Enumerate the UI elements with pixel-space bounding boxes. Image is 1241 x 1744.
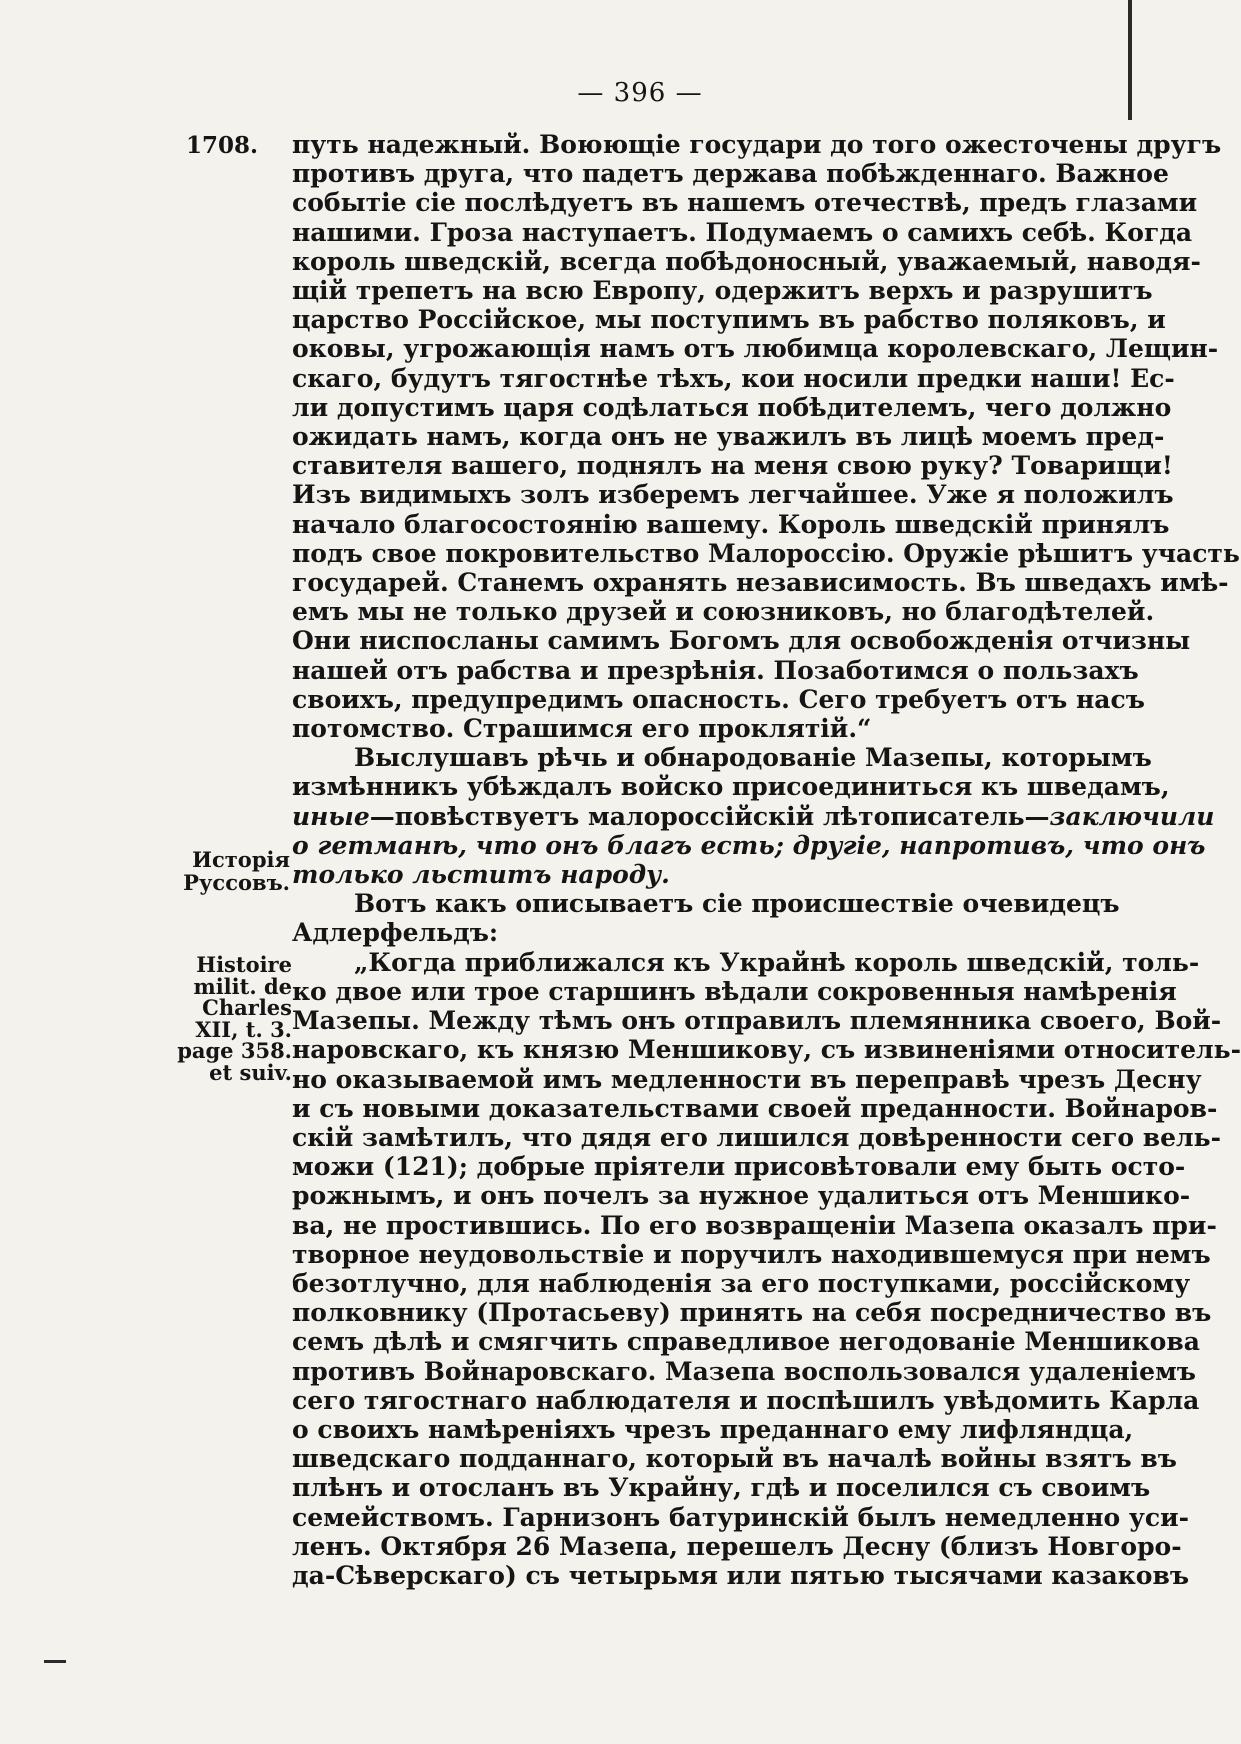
margin-note-line: XII, t. 3.: [195, 1016, 292, 1042]
text-line: путь надежный. Воюющіе государи до того ожесточены другъ: [292, 130, 1222, 159]
text-line: Вотъ какъ описываетъ сіе происшествіе очевидецъ: [354, 889, 1120, 919]
text-line: нашими. Гроза наступаетъ. Подумаемъ о самихъ себѣ. Когда: [292, 217, 1193, 247]
text-line: „Когда приближался къ Украйнѣ король шведскій, толь-: [354, 947, 1200, 977]
margin-note-line: page 358.: [177, 1038, 292, 1063]
italic-fragment: иные: [292, 801, 370, 831]
text-line: ли допустимъ царя содѣлаться побѣдителемъ, чего должно: [292, 392, 1172, 422]
text-line: о своихъ намѣреніяхъ чрезъ преданнаго ему лифляндца,: [292, 1414, 1134, 1444]
text-line: царство Россійское, мы поступимъ въ рабство поляковъ, и: [292, 305, 1166, 335]
text-line: емъ мы не только друзей и союзниковъ, но благодѣтелей.: [292, 597, 1155, 627]
text-line: и съ новыми доказательствами своей преданности. Войнаров-: [292, 1093, 1218, 1123]
text-line: ставителя вашего, поднялъ на меня свою руку? Товарищи!: [292, 451, 1173, 481]
text-line: король шведскій, всегда побѣдоносный, уважаемый, наводя-: [292, 246, 1201, 276]
text-line: событіе сіе послѣдуетъ въ нашемъ отечествѣ, предъ глазами: [292, 188, 1198, 218]
text-line: наровскаго, къ князю Меншикову, съ извиненіями относитель-: [292, 1035, 1241, 1065]
text-line: сего тягостнаго наблюдателя и поспѣшилъ увѣдомить Карла: [292, 1385, 1200, 1415]
text-line: творное неудовольствіе и поручилъ находившемуся при немъ: [292, 1239, 1211, 1269]
year-margin-note: 1708.: [186, 132, 259, 159]
text-fragment: —повѣствуетъ малороссійскій лѣтописатель—: [369, 801, 1050, 831]
text-line: Они ниспосланы самимъ Богомъ для освобожденія отчизны: [292, 626, 1191, 656]
page-number: — 396 —: [577, 78, 703, 108]
text-line: потомство. Страшимся его проклятій.“: [292, 714, 872, 744]
text-line: семействомъ. Гарнизонъ батуринскій былъ немедленно уси-: [292, 1502, 1190, 1532]
text-line: скаго, будутъ тягостнѣе тѣхъ, кои носили предки наши! Ес-: [292, 363, 1175, 393]
margin-note-line: Charles: [202, 995, 292, 1020]
text-line: но оказываемой имъ медленности въ переправѣ чрезъ Десну: [292, 1064, 1202, 1094]
text-line: Мазепы. Между тѣмъ онъ отправилъ племянника своего, Вой-: [292, 1006, 1222, 1036]
text-line: щій трепетъ на всю Европу, одержитъ верхъ и разрушитъ: [292, 276, 1153, 306]
margin-note-istoria-russov: [160, 848, 290, 894]
text-line: Адлерфельдъ:: [292, 918, 499, 948]
text-line: нашей отъ рабства и презрѣнія. Позаботимся о пользахъ: [292, 655, 1139, 685]
text-line: начало благосостоянію вашему. Король шведскій принялъ: [292, 509, 1170, 539]
margin-note-line: Histoire: [196, 952, 292, 977]
text-line: подъ свое покровительство Малороссію. Оружіе рѣшитъ участь: [292, 538, 1240, 568]
text-line: ко двое или трое старшинъ вѣдали сокровенныя намѣренія: [292, 976, 1177, 1006]
text-line: государей. Станемъ охранять независимость. Въ шведахъ имѣ-: [292, 568, 1229, 598]
text-line: скій замѣтилъ, что дядя его лишился довѣренности сего вель-: [292, 1122, 1222, 1152]
text-line: Выслушавъ рѣчь и обнародованіе Мазепы, которымъ: [354, 743, 1152, 773]
text-line: оковы, угрожающія намъ отъ любимца королевскаго, Лещин-: [292, 334, 1219, 364]
text-line: Изъ видимыхъ золъ изберемъ легчайшее. Уже я положилъ: [292, 480, 1174, 510]
margin-note-line: Руссовъ.: [183, 870, 290, 895]
text-line-italic: только льститъ народу.: [292, 860, 670, 890]
text-line: противъ друга, что падетъ держава побѣжденнаго. Важное: [292, 159, 1169, 189]
text-line: рожнымъ, и онъ почелъ за нужное удалиться отъ Меншико-: [292, 1181, 1191, 1211]
margin-note-line: et suiv.: [209, 1059, 292, 1085]
text-line: противъ Войнаровскаго. Мазепа воспользовался удаленіемъ: [292, 1356, 1196, 1386]
text-line: семъ дѣлѣ и смягчить справедливое негодованіе Меншикова: [292, 1327, 1200, 1357]
text-line: полковнику (Протасьеву) принять на себя посредничество въ: [292, 1298, 1212, 1328]
text-line: шведскаго подданнаго, который въ началѣ войны взятъ въ: [292, 1444, 1177, 1474]
scan-dash-mark: [44, 1660, 66, 1663]
text-line: можи (121); добрые пріятели присовѣтовали ему быть осто-: [292, 1152, 1186, 1182]
text-line: ленъ. Октября 26 Мазепа, перешелъ Десну (близъ Новгоро-: [292, 1531, 1182, 1561]
text-line-italic: о гетманѣ, что онъ благъ есть; другіе, напротивъ, что онъ: [292, 830, 1206, 860]
margin-note-histoire: [170, 954, 292, 1083]
text-line: своихъ, предупредимъ опасность. Сего требуетъ отъ насъ: [292, 684, 1145, 714]
text-line: да-Сѣверскаго) съ четырьмя или пятью тысячами казаковъ: [292, 1560, 1190, 1590]
italic-fragment: заключили: [1049, 801, 1215, 831]
text-line: ожидать намъ, когда онъ не уважилъ въ лицѣ моемъ пред-: [292, 422, 1165, 452]
margin-note-line: Исторія: [192, 847, 290, 872]
text-line: измѣнникъ убѣждалъ войско присоединиться къ шведамъ,: [292, 772, 1170, 802]
text-line: плѣнъ и отосланъ въ Украйну, гдѣ и поселился съ своимъ: [292, 1473, 1151, 1503]
margin-note-line: milit. de: [193, 973, 292, 999]
text-line: ва, не простившись. По его возвращеніи Мазепа оказалъ при-: [292, 1210, 1217, 1240]
body-text: [292, 130, 1241, 1590]
text-line: безотлучно, для наблюденія за его поступками, россійскому: [292, 1268, 1191, 1298]
text-line-mixed: [292, 801, 1215, 831]
scan-edge-mark: [1128, 0, 1132, 120]
